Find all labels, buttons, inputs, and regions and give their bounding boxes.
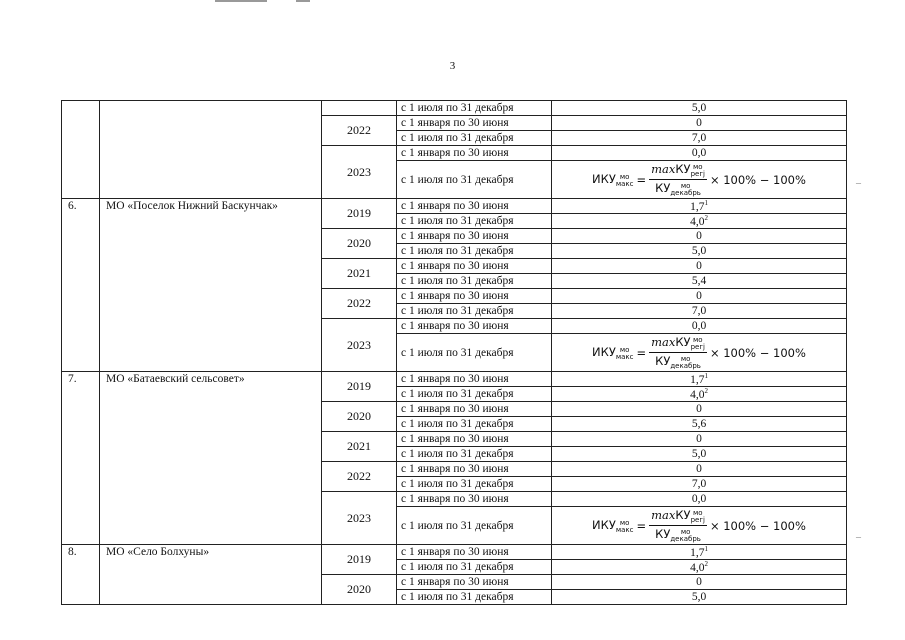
- period-cell: с 1 января по 30 июня: [397, 289, 552, 304]
- value-cell: [552, 417, 847, 432]
- value-text: 0: [696, 260, 702, 272]
- year-cell: 2019: [322, 199, 397, 229]
- municipality-number: 6.: [62, 199, 100, 372]
- value-text: 1,7: [690, 373, 705, 386]
- year-cell: 2022: [322, 462, 397, 492]
- number-cell: [62, 101, 100, 199]
- margin-mark: –: [856, 532, 861, 543]
- period-cell: с 1 января по 30 июня: [397, 116, 552, 131]
- value-cell: [552, 545, 847, 560]
- value-cell: [552, 387, 847, 402]
- formula-lhs: ИКУ мо макс: [592, 344, 634, 361]
- margin-mark: –: [856, 178, 861, 189]
- period-cell: с 1 января по 30 июня: [397, 319, 552, 334]
- value-text: 0,0: [691, 493, 707, 505]
- formula-lhs: ИКУ мо макс: [592, 517, 634, 534]
- value-cell: [552, 289, 847, 304]
- value-cell: [552, 274, 847, 289]
- value-cell: [552, 492, 847, 507]
- value-cell: [552, 146, 847, 161]
- value-text: 5,6: [691, 418, 707, 430]
- value-cell: [552, 161, 847, 199]
- scan-artifact: [215, 0, 267, 2]
- municipality-number: 8.: [62, 545, 100, 605]
- period-cell: с 1 июля по 31 декабря: [397, 334, 552, 372]
- value-text: 0: [696, 576, 702, 588]
- value-text: 4,0: [690, 388, 705, 401]
- period-cell: с 1 января по 30 июня: [397, 545, 552, 560]
- footnote-ref: 1: [704, 199, 708, 208]
- value-text: 7,0: [691, 305, 707, 317]
- value-text: 7,0: [691, 132, 707, 144]
- footnote-ref: 2: [704, 387, 708, 396]
- period-cell: с 1 июля по 31 декабря: [397, 274, 552, 289]
- municipality-name: МО «Село Болхуны»: [100, 545, 322, 605]
- value-cell: [552, 590, 847, 605]
- period-cell: с 1 июля по 31 декабря: [397, 590, 552, 605]
- footnote-ref: 2: [704, 214, 708, 223]
- index-formula: ИКУ мо макс = maxКУ мо регj КУ мо декабрь × 100% − 100%: [592, 162, 806, 197]
- value-cell: [552, 432, 847, 447]
- value-text: 5,0: [691, 245, 707, 257]
- scan-artifact: [296, 0, 310, 2]
- value-text: 1,7: [690, 546, 705, 559]
- period-cell: с 1 июля по 31 декабря: [397, 244, 552, 259]
- value-text: 4,0: [690, 215, 705, 228]
- period-cell: с 1 июля по 31 декабря: [397, 131, 552, 146]
- value-cell: [552, 244, 847, 259]
- footnote-ref: 1: [704, 545, 708, 554]
- period-cell: с 1 января по 30 июня: [397, 462, 552, 477]
- value-cell: [552, 334, 847, 372]
- value-text: 1,7: [690, 200, 705, 213]
- municipality-number: 7.: [62, 372, 100, 545]
- page-number: 3: [449, 60, 456, 72]
- year-cell: 2023: [322, 146, 397, 199]
- value-text: 0: [696, 433, 702, 445]
- table-row: [62, 199, 847, 214]
- municipality-name: МО «Поселок Нижний Баскунчак»: [100, 199, 322, 372]
- value-cell: [552, 304, 847, 319]
- period-cell: с 1 июля по 31 декабря: [397, 304, 552, 319]
- value-text: 0,0: [691, 147, 707, 159]
- year-cell: 2019: [322, 372, 397, 402]
- footnote-ref: 2: [704, 560, 708, 569]
- value-cell: [552, 560, 847, 575]
- period-cell: с 1 января по 30 июня: [397, 199, 552, 214]
- value-text: 0: [696, 403, 702, 415]
- year-cell: 2022: [322, 289, 397, 319]
- year-cell: 2023: [322, 319, 397, 372]
- footnote-ref: 1: [704, 372, 708, 381]
- value-text: 0,0: [691, 320, 707, 332]
- period-cell: с 1 января по 30 июня: [397, 575, 552, 590]
- value-cell: [552, 477, 847, 492]
- period-cell: с 1 июля по 31 декабря: [397, 447, 552, 462]
- period-cell: с 1 июля по 31 декабря: [397, 477, 552, 492]
- period-cell: с 1 января по 30 июня: [397, 402, 552, 417]
- value-text: 4,0: [690, 561, 705, 574]
- period-cell: с 1 июля по 31 декабря: [397, 214, 552, 229]
- formula-fraction: maxКУ мо регj КУ мо декабрь: [651, 162, 705, 197]
- table-row: [62, 101, 847, 116]
- year-cell: [322, 101, 397, 116]
- value-cell: [552, 447, 847, 462]
- period-cell: с 1 января по 30 июня: [397, 492, 552, 507]
- year-cell: 2019: [322, 545, 397, 575]
- value-cell: [552, 507, 847, 545]
- year-cell: 2020: [322, 402, 397, 432]
- period-cell: с 1 июля по 31 декабря: [397, 417, 552, 432]
- period-cell: с 1 июля по 31 декабря: [397, 560, 552, 575]
- period-cell: с 1 января по 30 июня: [397, 146, 552, 161]
- table-row: [62, 372, 847, 387]
- value-cell: [552, 462, 847, 477]
- value-text: 5,0: [691, 102, 707, 114]
- value-text: 7,0: [691, 478, 707, 490]
- value-cell: [552, 214, 847, 229]
- value-cell: [552, 199, 847, 214]
- period-cell: с 1 января по 30 июня: [397, 259, 552, 274]
- municipality-name: МО «Батаевский сельсовет»: [100, 372, 322, 545]
- formula-fraction: maxКУ мо регj КУ мо декабрь: [651, 335, 705, 370]
- value-text: 0: [696, 230, 702, 242]
- formula-fraction: maxКУ мо регj КУ мо декабрь: [651, 508, 705, 543]
- period-cell: с 1 января по 30 июня: [397, 372, 552, 387]
- value-cell: [552, 575, 847, 590]
- tariff-table: [61, 100, 847, 605]
- period-cell: с 1 июля по 31 декабря: [397, 387, 552, 402]
- year-cell: 2020: [322, 575, 397, 605]
- period-cell: с 1 июля по 31 декабря: [397, 507, 552, 545]
- value-text: 0: [696, 117, 702, 129]
- year-cell: 2022: [322, 116, 397, 146]
- value-cell: [552, 372, 847, 387]
- value-cell: [552, 229, 847, 244]
- period-cell: с 1 июля по 31 декабря: [397, 101, 552, 116]
- value-cell: [552, 319, 847, 334]
- value-text: 5,0: [691, 591, 707, 603]
- year-cell: 2023: [322, 492, 397, 545]
- value-text: 5,4: [691, 275, 707, 287]
- value-text: 5,0: [691, 448, 707, 460]
- name-cell: [100, 101, 322, 199]
- value-cell: [552, 131, 847, 146]
- value-cell: [552, 116, 847, 131]
- index-formula: ИКУ мо макс = maxКУ мо регj КУ мо декабрь × 100% − 100%: [592, 508, 806, 543]
- period-cell: с 1 января по 30 июня: [397, 432, 552, 447]
- year-cell: 2020: [322, 229, 397, 259]
- value-cell: [552, 259, 847, 274]
- value-text: 0: [696, 463, 702, 475]
- formula-lhs: ИКУ мо макс: [592, 171, 634, 188]
- value-cell: [552, 101, 847, 116]
- index-formula: ИКУ мо макс = maxКУ мо регj КУ мо декабрь × 100% − 100%: [592, 335, 806, 370]
- year-cell: 2021: [322, 432, 397, 462]
- period-cell: с 1 января по 30 июня: [397, 229, 552, 244]
- value-cell: [552, 402, 847, 417]
- value-text: 0: [696, 290, 702, 302]
- table-row: [62, 545, 847, 560]
- year-cell: 2021: [322, 259, 397, 289]
- period-cell: с 1 июля по 31 декабря: [397, 161, 552, 199]
